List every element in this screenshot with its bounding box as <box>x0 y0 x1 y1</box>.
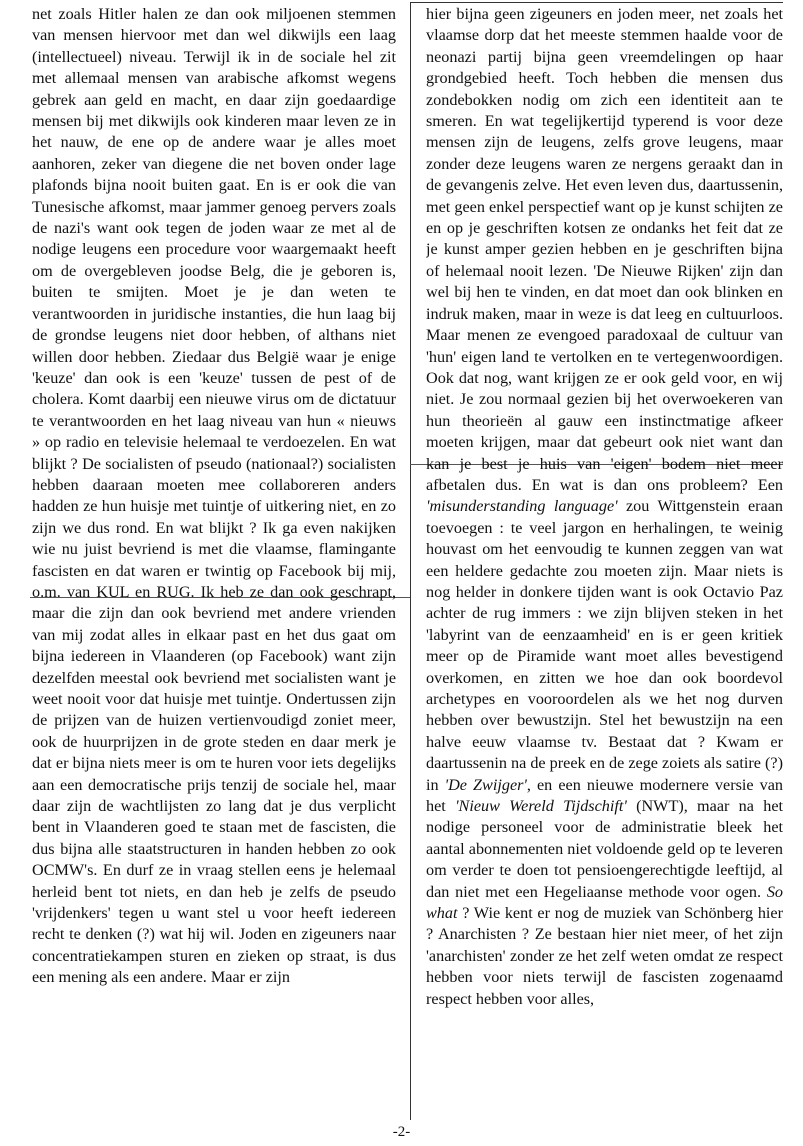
right-text-part-2: zou Wittgenstein eraan toevoegen : te veel jargon en herhalingen, te weinig houvast om het eenvoudig te kunnen zeggen van wat een heldere gedachte zou moeten zijn. Maar niets is nog helder in donkere tijden want is ook Octavio Paz achter de rug immers : we zijn blijven steken in het 'labyrint van de eenzaamheid' en is er geen kritiek meer op de Piramide want moet alles bevestigend overkomen, en zitten we hoe dan ook boordevol archetypes en vooroordelen als we het nog durven hebben over bewustzijn. Stel het bewustzijn na een halve eeuw vlaamse tv. Bestaat dat ? Kwam er daartussenin na de preek en de zege zoiets als satire (?) in <box>426 497 783 794</box>
left-column-text: net zoals Hitler halen ze dan ook miljoenen stemmen van mensen hiervoor met dan wel dikwijls een laag (intellectueel) niveau. Terwijl ik in de sociale hel zit met allemaal mensen van arabische afkomst wegens gebrek aan geld en macht, en daar zijn goedaardige mensen bij met dikwijls ook kinderen maar leven ze in het nauw, de ene op de andere waar je alles moet aanhoren, zeker van diegene die net boven onder lage plafonds bijna nooit buiten gaat. En is er ook die van Tunesische afkomst, maar jammer genoeg pervers zoals de nazi's want ook tegen de joden waar ze met al de nodige leugens een procedure voor waargemaakt heeft om de overgebleven joodse Belg, die je geboren is, buiten te smijten. Moet je je dan weten te verantwoorden in juridische instanties, die hun laag bij de grondse leugens niet door hebben, of althans niet willen door hebben. Ziedaar dus België waar je enige 'keuze' dan ook is een 'keuze' tussen de pest of de cholera. Komt daarbij een nieuwe virus om de dictatuur te verantwoorden en het laag niveau van hun « nieuws » op radio en televisie helemaal te verdoezelen. En wat blijkt ? De socialisten of pseudo (nationaal?) socialisten hebben daaraan moeten mee collaboreren anders hadden ze hun huisje met tuintje of uitkering niet, en zo zijn we dus rond. En wat blijkt ? Ik ga even nakijken wie nu juist bevriend is met die vlaamse, flamingante fascisten en dat waren er twintig op Facebook bij mij, o.m. van KUL en RUG. Ik heb ze dan ook geschrapt, maar die zijn dan ook bevriend met andere vrienden van mij zodat alles in elkaar past en het dus gaat om bijna iedereen in Vlaanderen (op Facebook) want zijn dezelfden meestal ook bevriend met socialisten want je weet nooit voor dat huisje met tuintje. Ondertussen zijn de prijzen van de huizen vertienvoudigd zoniet meer, ook de huurprijzen in de grote steden en daar merk je dat er bijna niets meer is om te huren voor iets degelijks aan een democratische prijs tenzij de sociale hel, maar daar zijn de wachtlijsten zo lang dat je dus verplicht bent in Vlaanderen goed te staan met de fascisten, die dus bijna alle staatstructuren in handen hebben zo ook OCMW's. En durf ze in vraag stellen eens je helemaal herleid bent tot niets, en dan heb je zelfs de pseudo 'vrijdenkers' tegen u want stel u voor heeft iedereen recht te denken (?) wat hij wil. Joden en zigeuners naar concentratiekampen sturen en zieken op straat, is dus een mening als een andere. Maar er zijn <box>32 5 396 987</box>
right-text-part-4: (NWT), maar na het nodige personeel voor de administratie bleek het aantal abonnementen niet voldoende geld op te leveren om verder te doen tot pensioengerechtigde leeftijd, al dan niet met een Hegeliaanse methode voor ogen. <box>426 797 783 901</box>
italic-phrase-misunderstanding: 'misunderstanding language' <box>426 497 618 516</box>
right-column <box>426 4 783 1122</box>
right-column-text <box>426 4 783 1010</box>
left-column <box>32 4 396 1122</box>
top-rule <box>410 2 783 3</box>
page-number: -2- <box>392 1124 411 1140</box>
column-divider <box>410 2 411 1120</box>
right-text-part-5: ? Wie kent er nog de muziek van Schönberg hier ? Anarchisten ? Ze bestaan hier niet meer, of het zijn 'anarchisten' zonder ze het zelf weten omdat ze respect hebben voor niets terwijl de fascisten zogenaamd respect hebben voor alles, <box>426 904 783 1008</box>
right-text-part-1: hier bijna geen zigeuners en joden meer, net zoals het vlaamse dorp dat het meeste stemmen haalde voor de neonazi partij bijna geen vreemdelingen op haar grondgebied heeft. Toch hebben die mensen dus zondebokken nodig om zich een identiteit aan te smeren. En wat tegelijkertijd typerend is voor deze mensen zijn de leugens, zelfs grove leugens, maar zonder deze leugens waren ze nergens geraakt dan in de gevangenis zelve. Het even leven dus, daartussenin, met geen enkel perspectief want op je kunst schijten ze en op je geschriften kotsen ze ondanks het feit dat ze je kunst amper gezien hebben en je geschriften bijna of helemaal nooit lezen. 'De Nieuwe Rijken' zijn dan wel bij hen te vinden, en dat moet dan ook blinken en indruk maken, maar in weze is dat leeg en cultuurloos. Maar menen ze evengoed paradoxaal de cultuur van 'hun' eigen land te vertolken en te vertegenwoordigen. Ook dat nog, want krijgen ze er ook geld voor, en wij niet. Je zou normaal gezien bij het overwoekeren van hun theorieën al gauw een instinctmatige afkeer moeten krijgen, maar dat gebeurt ook niet want dan kan je best je huis van 'eigen' bodem niet meer afbetalen dus. En wat is dan ons probleem? Een <box>426 5 783 494</box>
italic-so-what: So what <box>426 882 783 923</box>
right-text-part-3: , en een nieuwe modernere versie van het <box>426 775 783 816</box>
italic-title-nwt: 'Nieuw Wereld Tijdschift' <box>455 797 627 816</box>
italic-title-de-zwijger: 'De Zwijger' <box>444 775 527 794</box>
